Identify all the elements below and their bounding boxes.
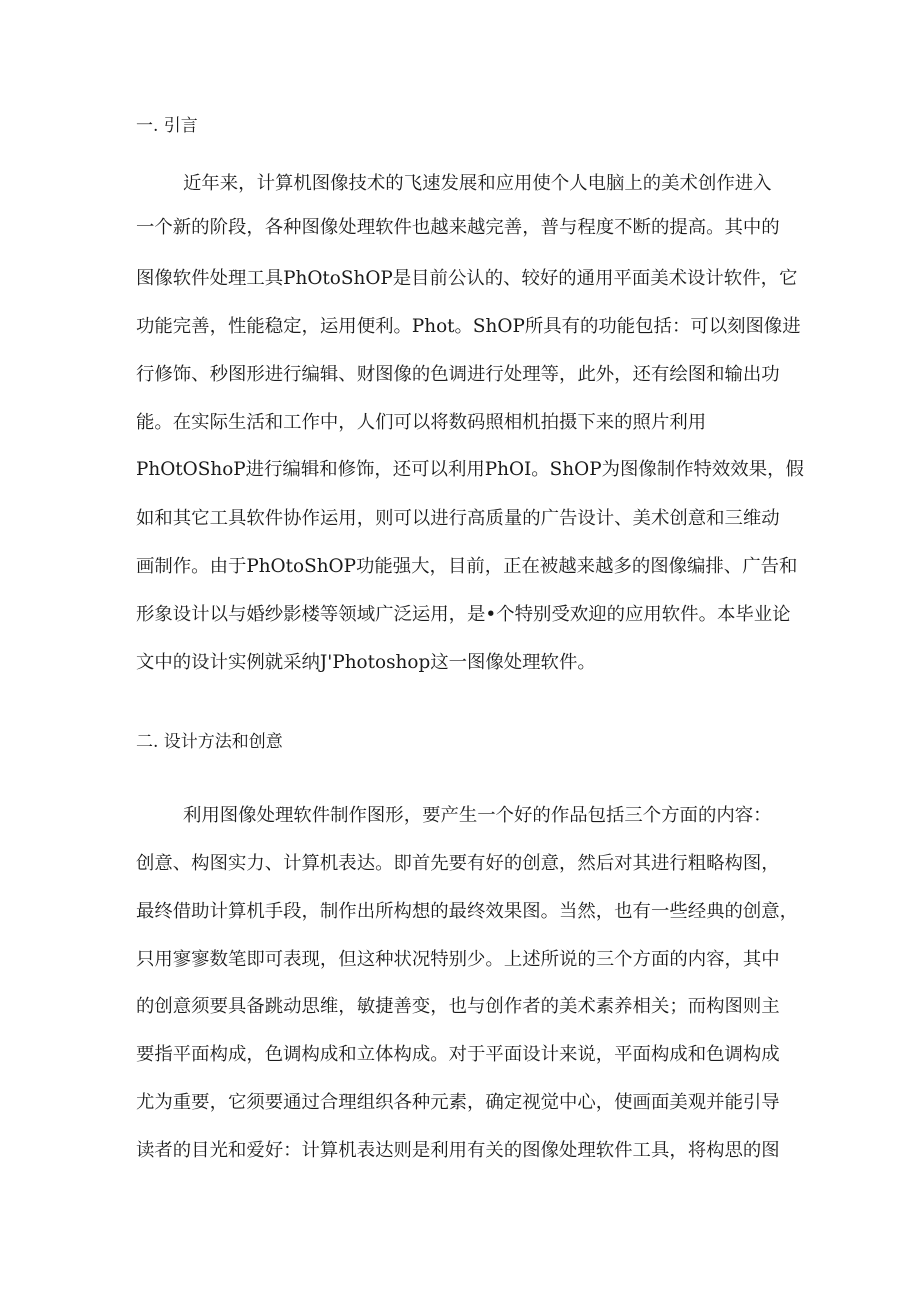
paragraph-line: 尤为重要，它须要通过合理组织各种元素，确定视觉中心，使画面美观并能引导 <box>136 1092 780 1113</box>
paragraph-line: 能。在实际生活和工作中，人们可以将数码照相机拍摄下来的照片利用 <box>136 412 707 433</box>
paragraph-line: 读者的目光和爱好：计算机表达则是利用有关的图像处理软件工具，将构思的图 <box>136 1140 780 1161</box>
section-heading-introduction: 一. 引言 <box>136 116 198 136</box>
paragraph-line: 行修饰、秒图形进行编辑、财图像的色调进行处理等，此外，还有绘图和输出功 <box>136 364 780 385</box>
paragraph-line: 只用寥寥数笔即可表现，但这种状况特别少。上述所说的三个方面的内容，其中 <box>136 949 780 970</box>
paragraph-line: PhOtOShoP进行编辑和修饰，还可以利用PhOI。ShOP为图像制作特效效果，假 <box>136 459 804 480</box>
paragraph-line: 文中的设计实例就采纳J'Photoshop这一图像处理软件。 <box>136 652 596 673</box>
paragraph-line: 如和其它工具软件协作运用，则可以进行高质量的广告设计、美术创意和三维动 <box>136 508 780 529</box>
paragraph-line: 的创意须要具备跳动思维，敏捷善变，也与创作者的美术素养相关；而构图则主 <box>136 996 780 1017</box>
paragraph-line: 形象设计以与婚纱影楼等领域广泛运用，是•个特别受欢迎的应用软件。本毕业论 <box>136 604 791 625</box>
section-heading-design-method: 二. 设计方法和创意 <box>136 732 283 752</box>
paragraph-line: 最终借助计算机手段，制作出所构想的最终效果图。当然，也有一些经典的创意， <box>136 901 799 922</box>
paragraph-line: 要指平面构成，色调构成和立体构成。对于平面设计来说，平面构成和色调构成 <box>136 1044 780 1065</box>
paragraph-line: 图像软件处理工具PhOtoShOP是目前公认的、较好的通用平面美术设计软件，它 <box>136 268 798 289</box>
paragraph-line: 一个新的阶段，各种图像处理软件也越来越完善，普与程度不断的提高。其中的 <box>136 217 780 238</box>
paragraph-line: 利用图像处理软件制作图形，要产生一个好的作品包括三个方面的内容： <box>183 805 772 826</box>
paragraph-line: 近年来，计算机图像技术的飞速发展和应用使个人电脑上的美术创作进入 <box>183 173 772 194</box>
paragraph-line: 创意、构图实力、计算机表达。即首先要有好的创意，然后对其进行粗略构图， <box>136 853 780 874</box>
paragraph-line: 功能完善，性能稳定，运用便利。Phot。ShOP所具有的功能包括：可以刻图像进 <box>136 316 801 337</box>
paragraph-line: 画制作。由于PhOtoShOP功能强大，目前，正在被越来越多的图像编排、广告和 <box>136 556 798 577</box>
